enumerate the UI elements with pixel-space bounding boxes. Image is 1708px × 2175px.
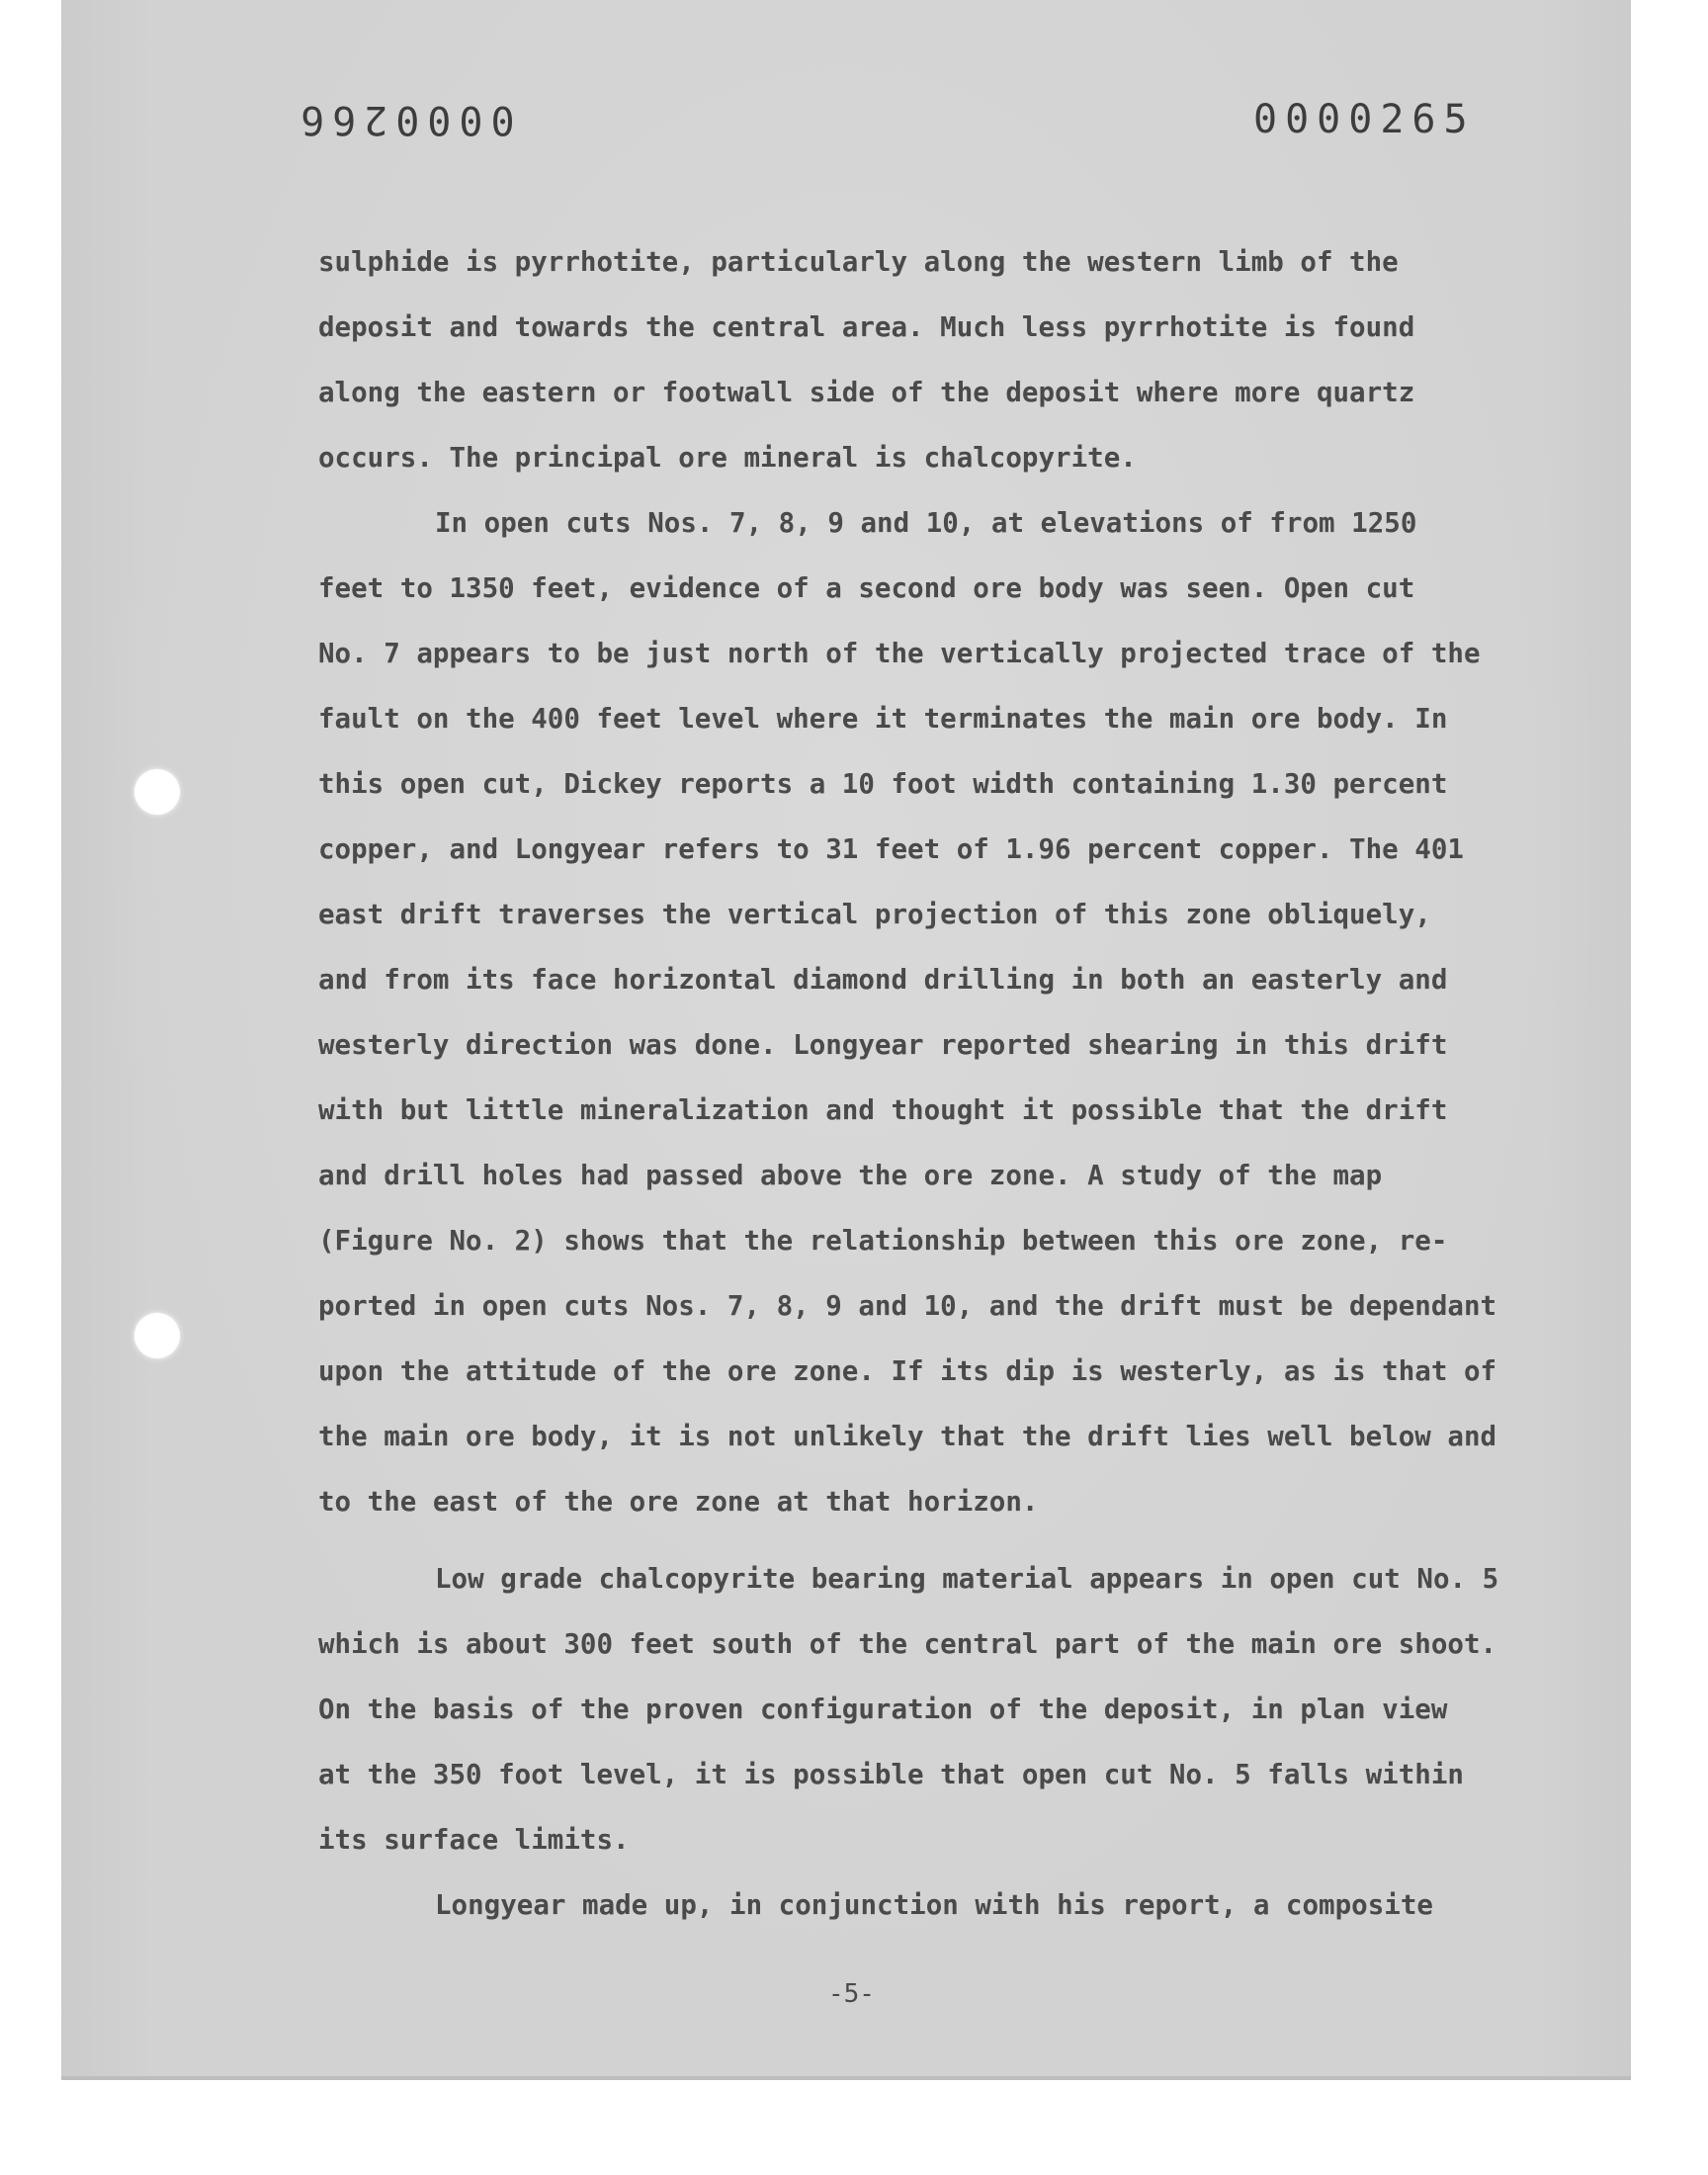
page-number: -5- <box>828 1979 875 2009</box>
text-line: the main ore body, it is not unlikely that the drift lies well below and <box>318 1421 1497 1452</box>
document-body <box>318 229 1544 1938</box>
text-line: deposit and towards the central area. Much less pyrrhotite is found <box>318 311 1415 343</box>
text-line: with but little mineralization and thought it possible that the drift <box>318 1094 1448 1126</box>
text-line: westerly direction was done. Longyear reported shearing in this drift <box>318 1029 1448 1061</box>
text-line: ported in open cuts Nos. 7, 8, 9 and 10, and the drift must be dependant <box>318 1290 1497 1322</box>
text-line: feet to 1350 feet, evidence of a second ore body was seen. Open cut <box>318 572 1415 604</box>
text-line: at the 350 foot level, it is possible that open cut No. 5 falls within <box>318 1759 1464 1790</box>
text-line: No. 7 appears to be just north of the vertically projected trace of the <box>318 638 1481 669</box>
text-line: along the eastern or footwall side of the deposit where more quartz <box>318 377 1415 408</box>
text-line: copper, and Longyear refers to 31 feet of 1.96 percent copper. The 401 <box>318 833 1464 865</box>
text-line: to the east of the ore zone at that horizon. <box>318 1486 1039 1518</box>
text-line: fault on the 400 feet level where it terminates the main ore body. In <box>318 703 1448 735</box>
text-line: occurs. The principal ore mineral is chalcopyrite. <box>318 442 1137 474</box>
paragraph-start-line: Longyear made up, in conjunction with his report, a composite <box>435 1889 1433 1921</box>
paragraph-start-line: Low grade chalcopyrite bearing material appears in open cut No. 5 <box>435 1563 1499 1595</box>
document-stamp-right: 0000265 <box>1253 97 1476 142</box>
punch-hole-top <box>134 769 180 815</box>
text-line: and drill holes had passed above the ore zone. A study of the map <box>318 1160 1383 1191</box>
text-line: (Figure No. 2) shows that the relationship between this ore zone, re- <box>318 1225 1448 1257</box>
text-line: sulphide is pyrrhotite, particularly along the western limb of the <box>318 246 1399 278</box>
text-line: this open cut, Dickey reports a 10 foot width containing 1.30 percent <box>318 768 1448 800</box>
punch-hole-bottom <box>134 1313 180 1358</box>
paragraph-start-line: In open cuts Nos. 7, 8, 9 and 10, at elevations of from 1250 <box>435 507 1417 539</box>
text-line: which is about 300 feet south of the central part of the main ore shoot. <box>318 1628 1497 1660</box>
text-line: its surface limits. <box>318 1824 630 1856</box>
text-line: upon the attitude of the ore zone. If its dip is westerly, as is that of <box>318 1355 1497 1387</box>
text-line: On the basis of the proven configuration of the deposit, in plan view <box>318 1694 1448 1725</box>
document-stamp-left: 0000266 <box>293 97 515 142</box>
text-line: east drift traverses the vertical projection of this zone obliquely, <box>318 899 1431 930</box>
paragraph-gap <box>318 1534 1544 1546</box>
text-line: and from its face horizontal diamond drilling in both an easterly and <box>318 964 1448 996</box>
